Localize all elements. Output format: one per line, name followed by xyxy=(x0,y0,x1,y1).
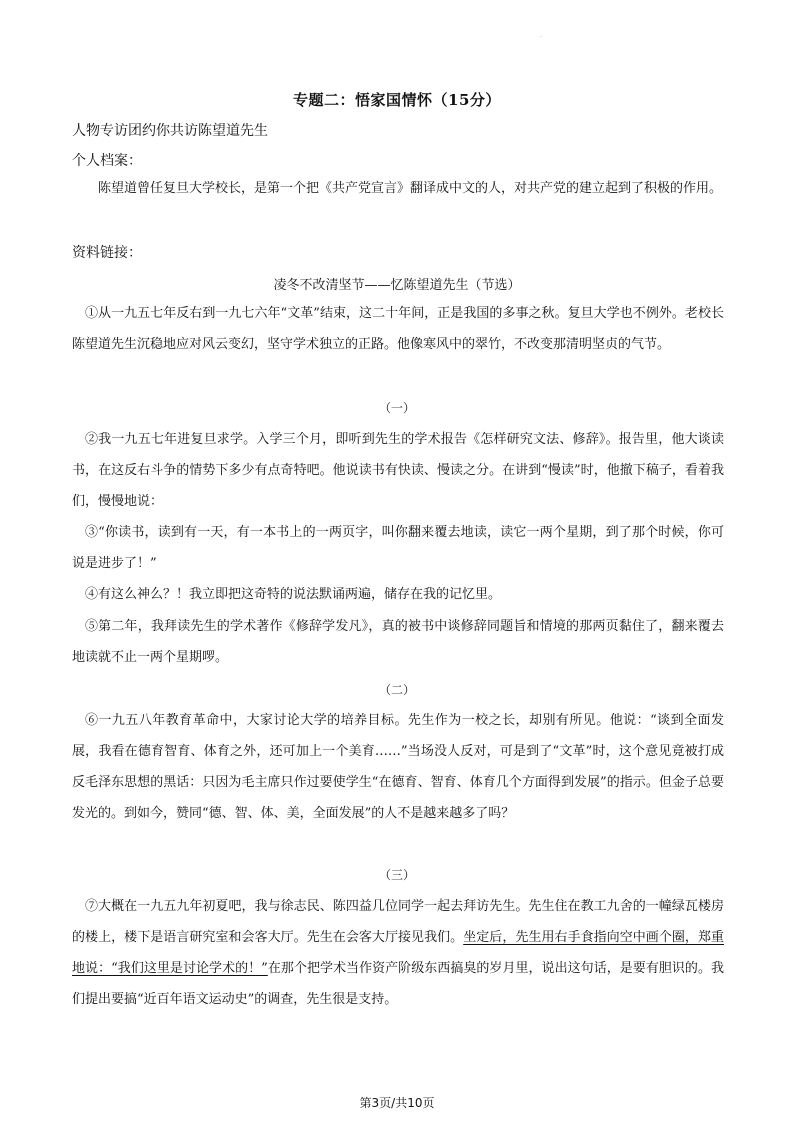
paragraph-4: ④有这么神么？！我立即把这奇特的说法默诵两遍，储存在我的记忆里。 xyxy=(85,587,502,602)
article-title: 凌冬不改清坚节——忆陈望道先生（节选） xyxy=(273,278,521,293)
section-heading-3: （三） xyxy=(378,868,415,882)
profile-label: 个人档案： xyxy=(72,153,142,169)
paragraph-7 xyxy=(72,891,724,1015)
paragraph-2: ②我一九五七年进复旦求学。入学三个月，即听到先生的学术报告《怎样研究文法、修辞》。报告里，他大谈读书，在这反右斗争的情势下多少有点奇特吧。他说读书有快读、慢读之分。在讲到“慢读”时，他撤下稿子，看着我们，慢慢地说： xyxy=(72,432,724,509)
paragraph-6: ⑥一九五八年教育革命中，大家讨论大学的培养目标。先生作为一校之长，却别有所见。他说：“谈到全面发展，我看在德育智育、体育之外，还可加上一个美育……”当场没人反对，可是到了“文革”时，这个意见竟被打成反毛泽东思想的黑话：只因为毛主席只作过要使学生“在德育、智育、体育几个方面得到发展”的指示。但金子总要发光的。到如今，赞同“德、智、体、美，全面发展”的人不是越来越多了吗？ xyxy=(72,713,724,821)
paragraph-7-part-a: ⑦大概在一九五九年初夏吧，我与徐志民、陈四益几位同学一起去拜访先生。先生住在教工九舍的一幢绿瓦楼房的楼上，楼下是语言研究室和会客大厅。先生在会客大厅接见我们。 xyxy=(72,899,724,945)
material-label: 资料链接： xyxy=(72,245,142,261)
page-number: 第3页/共10页 xyxy=(359,1096,435,1110)
profile-text: 陈望道曾任复旦大学校长，是第一个把《共产党宣言》翻译成中文的人，对共产党的建立起到了积极的作用。 xyxy=(98,181,723,196)
page-title: 专题二：悟家国情怀（15分） xyxy=(293,91,501,109)
paragraph-3: ③“你读书，读到有一天，有一本书上的一两页字，叫你翻来覆去地读，读它一两个星期，到了那个时候，你可说是进步了！” xyxy=(72,525,724,571)
paragraph-7-part-b: 在那个把学术当作资产阶级东西搞臭的岁月里，说出这句话，是要有胆识的。我们提出要搞“近百年语文运动史”的调查，先生很是支持。 xyxy=(72,961,724,1007)
scan-mark: · xyxy=(540,34,542,41)
intro-line: 人物专访团约你共访陈望道先生 xyxy=(72,123,268,139)
paragraph-5: ⑤第二年，我拜读先生的学术著作《修辞学发凡》，真的被书中谈修辞同题旨和情境的那两页黏住了，翻来覆去地读就不止一两个星期啰。 xyxy=(72,619,724,665)
paragraph-1: ①从一九五七年反右到一九七六年“文革”结束，这二十年间，正是我国的多事之秋。复旦大学也不例外。老校长陈望道先生沉稳地应对风云变幻，坚守学术独立的正路。他像寒风中的翠竹，不改变那清明坚贞的气节。 xyxy=(72,306,724,352)
section-heading-2: （二） xyxy=(378,683,415,697)
section-heading-1: （一） xyxy=(378,401,415,415)
paragraph-7-underlined: 坐定后，先生用右手食指向空中画个圈，郑重地说：“我们这里是讨论学术的！” xyxy=(72,930,724,976)
